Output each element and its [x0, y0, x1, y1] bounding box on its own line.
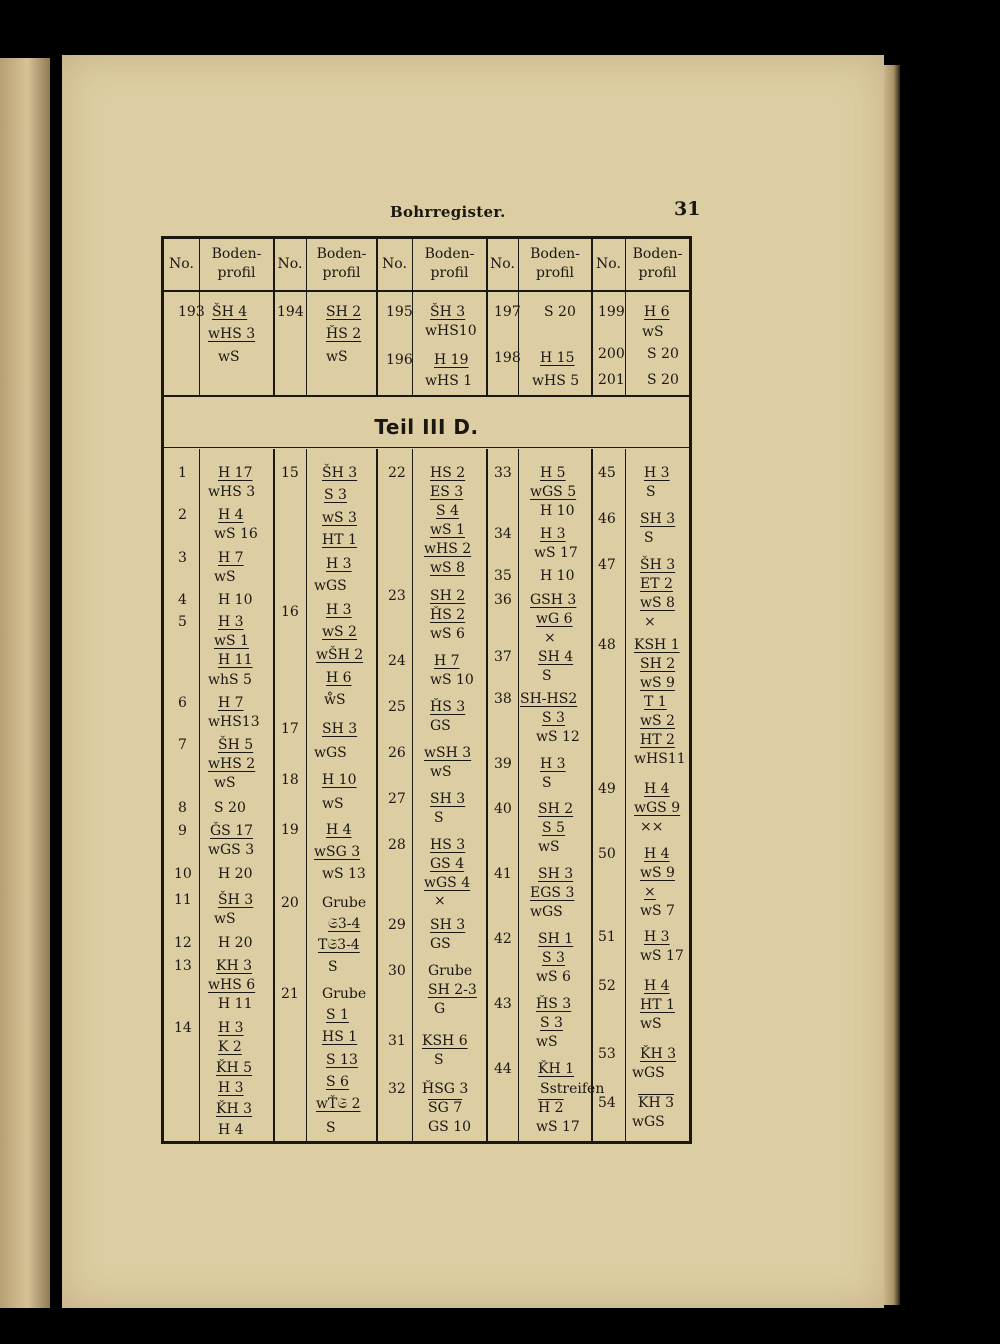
soil-profile-entry: wHS 3: [208, 484, 256, 500]
bore-number: 196: [386, 352, 413, 368]
soil-profile-entry: H 7: [218, 550, 244, 566]
soil-profile-entry: ES 3: [430, 484, 464, 500]
soil-profile-entry: wHS 2: [208, 756, 256, 772]
bore-number: 48: [598, 637, 616, 653]
soil-profile-entry: wGS: [530, 904, 563, 920]
soil-profile-entry: wS: [640, 1016, 662, 1032]
bore-number: 194: [277, 304, 304, 320]
soil-profile-entry: S 1: [326, 1007, 349, 1023]
bore-number: 37: [494, 649, 512, 665]
soil-profile-entry: wHS13: [208, 714, 260, 730]
soil-profile-entry: S 13: [326, 1052, 358, 1068]
soil-profile-entry: S 3: [324, 487, 347, 503]
column-rule: [518, 449, 519, 1141]
bore-number: 52: [598, 978, 616, 994]
soil-profile-entry: wS 13: [322, 866, 366, 882]
bore-number: 11: [174, 892, 192, 908]
bore-number: 31: [388, 1033, 406, 1049]
soil-profile-entry: H 3: [540, 526, 566, 542]
soil-profile-entry: KH 3: [638, 1095, 675, 1111]
soil-profile-entry: H 4: [218, 507, 244, 523]
bore-number: 17: [281, 721, 299, 737]
soil-profile-entry: HS 1: [322, 1029, 358, 1045]
col-header-profile: Boden- profil: [316, 246, 367, 281]
bore-number: 15: [281, 465, 299, 481]
soil-profile-entry: ŠH 3: [218, 892, 254, 908]
soil-profile-entry: HS 2: [430, 465, 466, 481]
bore-number: 28: [388, 837, 406, 853]
soil-profile-entry: HT 2: [640, 732, 675, 748]
bore-number: 200: [598, 346, 625, 362]
soil-profile-entry: wS: [326, 349, 348, 365]
soil-profile-entry: wS: [430, 764, 452, 780]
soil-profile-entry: wHS 2: [424, 541, 472, 557]
bore-number: 21: [281, 986, 299, 1002]
bore-number: 8: [178, 800, 187, 816]
bore-number: 2: [178, 507, 187, 523]
soil-profile-entry: S 20: [544, 304, 576, 320]
soil-profile-entry: SH 4: [538, 649, 574, 665]
bore-number: 193: [178, 304, 205, 320]
soil-profile-entry: ȞS 2: [430, 607, 466, 623]
soil-profile-entry: wS 1: [430, 522, 465, 538]
soil-profile-entry: HT 1: [640, 997, 675, 1013]
soil-profile-entry: Grube: [322, 986, 367, 1002]
bore-number: 19: [281, 822, 299, 838]
soil-profile-entry: H 19: [434, 352, 469, 368]
soil-profile-entry: wS 8: [430, 560, 465, 576]
bore-number: 32: [388, 1081, 406, 1097]
bore-number: 201: [598, 372, 625, 388]
soil-profile-entry: wS: [214, 569, 236, 585]
soil-profile-entry: ××: [640, 819, 664, 835]
bore-number: 198: [494, 350, 521, 366]
col-header-profile: Boden- profil: [530, 246, 580, 281]
bore-number: 33: [494, 465, 512, 481]
column-rule: [625, 449, 626, 1141]
soil-profile-entry: wGS 9: [634, 800, 681, 816]
bore-number: 7: [178, 737, 187, 753]
soil-profile-entry: wGS 3: [208, 842, 255, 858]
soil-profile-entry: wS 16: [214, 526, 258, 542]
soil-profile-entry: wS: [214, 911, 236, 927]
soil-profile-entry: GSH 3: [530, 592, 577, 608]
soil-profile-entry: ȞSG 3: [422, 1081, 469, 1097]
column-rule: [412, 449, 413, 1141]
header-rule: [164, 290, 689, 292]
bore-number: 39: [494, 756, 512, 772]
soil-profile-entry: Sstreifen: [540, 1081, 605, 1097]
soil-profile-entry: SH 2: [538, 801, 574, 817]
soil-profile-entry: GS: [430, 718, 451, 734]
soil-profile-entry: ẘS: [324, 692, 346, 708]
soil-profile-entry: wG 6: [536, 611, 573, 627]
soil-profile-entry: wS 1: [214, 633, 249, 649]
bore-number: 41: [494, 866, 512, 882]
soil-profile-entry: H 3: [326, 556, 352, 572]
section-title: Teil III D.: [374, 415, 479, 439]
soil-profile-entry: H 3: [644, 465, 670, 481]
bore-number: 1: [178, 465, 187, 481]
bore-number: 14: [174, 1020, 192, 1036]
soil-profile-entry: ŠH 3: [640, 557, 676, 573]
soil-profile-entry: H 3: [644, 929, 670, 945]
bore-number: 26: [388, 745, 406, 761]
bore-number: 46: [598, 511, 616, 527]
soil-profile-entry: wSG 3: [314, 844, 361, 860]
soil-profile-entry: ŠH 4: [212, 304, 248, 320]
column-rule: [306, 449, 307, 1141]
column-rule: [625, 239, 626, 395]
soil-profile-entry: S 3: [542, 950, 565, 966]
soil-profile-entry: S: [434, 1052, 444, 1068]
page-edge: [884, 65, 900, 1305]
soil-profile-entry: ×: [544, 630, 556, 646]
soil-profile-entry: wS 2: [322, 624, 357, 640]
bore-number: 9: [178, 823, 187, 839]
bore-number: 13: [174, 958, 192, 974]
soil-profile-entry: wS: [536, 1034, 558, 1050]
bore-number: 43: [494, 996, 512, 1012]
soil-profile-entry: wS: [642, 324, 664, 340]
soil-profile-entry: wS 17: [534, 545, 578, 561]
soil-profile-entry: SH 1: [538, 931, 574, 947]
soil-profile-entry: SH 2-3: [428, 982, 477, 998]
soil-profile-entry: H 4: [326, 822, 352, 838]
soil-profile-entry: SH 3: [430, 791, 466, 807]
soil-profile-entry: H 3: [218, 614, 244, 630]
soil-profile-entry: ǨH 3: [640, 1046, 677, 1062]
bore-number: 40: [494, 801, 512, 817]
soil-profile-entry: SH 2: [326, 304, 362, 320]
soil-profile-entry: H 6: [326, 670, 352, 686]
soil-profile-entry: ŠH 3: [430, 304, 466, 320]
col-header-profile: Boden- profil: [632, 246, 683, 281]
soil-profile-entry: K 2: [218, 1039, 242, 1055]
bore-number: 42: [494, 931, 512, 947]
col-header-no: No.: [596, 255, 621, 272]
soil-profile-entry: wS 6: [430, 626, 465, 642]
soil-profile-entry: wS: [538, 839, 560, 855]
soil-profile-entry: Grube: [428, 963, 473, 979]
soil-profile-entry: GS 10: [428, 1119, 472, 1135]
column-rule: [306, 239, 307, 395]
soil-profile-entry: S 20: [647, 372, 679, 388]
page-number: 31: [674, 198, 701, 220]
soil-profile-entry: wS 17: [536, 1119, 580, 1135]
col-header-profile: Boden- profil: [211, 246, 262, 281]
bore-number: 5: [178, 614, 187, 630]
soil-profile-entry: SH 2: [640, 656, 676, 672]
bore-number: 197: [494, 304, 521, 320]
soil-profile-entry: ×: [644, 884, 656, 900]
column-rule: [273, 449, 275, 1141]
soil-profile-entry: SG 7: [428, 1100, 463, 1116]
soil-profile-entry: H 15: [540, 350, 575, 366]
soil-profile-entry: wGS: [314, 578, 347, 594]
soil-profile-entry: KH 3: [216, 958, 253, 974]
soil-profile-entry: wHS10: [425, 323, 477, 339]
bore-number: 3: [178, 550, 187, 566]
soil-profile-entry: ǨH 1: [538, 1061, 575, 1077]
soil-profile-entry: SH-HS2: [520, 691, 578, 707]
soil-profile-entry: H 10: [540, 503, 575, 519]
soil-profile-entry: H 4: [644, 978, 670, 994]
soil-profile-entry: ×: [434, 893, 446, 909]
soil-profile-entry: wHS 3: [208, 326, 256, 342]
soil-profile-entry: H 10: [218, 592, 253, 608]
bore-number: 47: [598, 557, 616, 573]
soil-profile-entry: H 4: [218, 1122, 244, 1138]
bore-number: 20: [281, 895, 299, 911]
bore-number: 54: [598, 1095, 616, 1111]
bore-number: 23: [388, 588, 406, 604]
soil-profile-entry: SH 2: [430, 588, 466, 604]
bore-number: 10: [174, 866, 192, 882]
bore-register-table: [161, 236, 692, 1144]
bore-number: 12: [174, 935, 192, 951]
soil-profile-entry: H 11: [218, 996, 253, 1012]
bore-number: 45: [598, 465, 616, 481]
soil-profile-entry: wS 9: [640, 675, 675, 691]
soil-profile-entry: T 1: [644, 694, 667, 710]
soil-profile-entry: wGS: [632, 1065, 665, 1081]
bore-number: 27: [388, 791, 406, 807]
soil-profile-entry: GS 4: [430, 856, 465, 872]
soil-profile-entry: T𝔖3-4: [318, 937, 360, 953]
soil-profile-entry: S 20: [647, 346, 679, 362]
bore-number: 18: [281, 772, 299, 788]
bore-number: 49: [598, 781, 616, 797]
soil-profile-entry: KSH 6: [422, 1033, 468, 1049]
soil-profile-entry: S: [326, 1120, 336, 1136]
soil-profile-entry: wS 10: [430, 672, 474, 688]
bore-number: 38: [494, 691, 512, 707]
soil-profile-entry: H 10: [322, 772, 357, 788]
soil-profile-entry: S 3: [540, 1015, 563, 1031]
soil-profile-entry: SH 3: [430, 917, 466, 933]
bore-number: 29: [388, 917, 406, 933]
soil-profile-entry: ǦS 17: [210, 823, 254, 839]
soil-profile-entry: wS: [218, 349, 240, 365]
section-rule-top: [164, 395, 689, 397]
soil-profile-entry: ȞS 2: [326, 326, 362, 342]
soil-profile-entry: wS: [214, 775, 236, 791]
col-header-no: No.: [169, 255, 194, 272]
bore-number: 24: [388, 653, 406, 669]
column-rule: [591, 449, 593, 1141]
soil-profile-entry: ×: [644, 614, 656, 630]
soil-profile-entry: H 3: [218, 1080, 244, 1096]
soil-profile-entry: ŠH 3: [322, 465, 358, 481]
bore-number: 6: [178, 695, 187, 711]
soil-profile-entry: G: [434, 1001, 446, 1017]
soil-profile-entry: wS 12: [536, 729, 580, 745]
column-rule: [486, 449, 488, 1141]
soil-profile-entry: Grube: [322, 895, 367, 911]
soil-profile-entry: wS: [322, 796, 344, 812]
bore-number: 195: [386, 304, 413, 320]
soil-profile-entry: 𝔖3-4: [328, 916, 361, 932]
bore-number: 199: [598, 304, 625, 320]
left-page-edge: [0, 58, 50, 1308]
soil-profile-entry: wGS: [314, 745, 347, 761]
bore-number: 35: [494, 568, 512, 584]
bore-number: 44: [494, 1061, 512, 1077]
bore-number: 50: [598, 846, 616, 862]
soil-profile-entry: ŠH 5: [218, 737, 254, 753]
soil-profile-entry: H 5: [540, 465, 566, 481]
soil-profile-entry: S 20: [214, 800, 246, 816]
soil-profile-entry: ȞS 3: [430, 699, 466, 715]
soil-profile-entry: H 4: [644, 781, 670, 797]
soil-profile-entry: wGS 5: [530, 484, 577, 500]
soil-profile-entry: S: [434, 810, 444, 826]
soil-profile-entry: EGS 3: [530, 885, 575, 901]
soil-profile-entry: H 20: [218, 935, 253, 951]
bore-number: 25: [388, 699, 406, 715]
soil-profile-entry: wGS: [632, 1114, 665, 1130]
soil-profile-entry: ǨH 3: [216, 1101, 253, 1117]
soil-profile-entry: wS 8: [640, 595, 675, 611]
soil-profile-entry: S: [542, 668, 552, 684]
bore-number: 16: [281, 604, 299, 620]
col-header-profile: Boden- profil: [424, 246, 475, 281]
bore-number: 36: [494, 592, 512, 608]
soil-profile-entry: H 4: [644, 846, 670, 862]
soil-profile-entry: HT 1: [322, 532, 357, 548]
soil-profile-entry: ǨH 5: [216, 1060, 253, 1076]
soil-profile-entry: S: [646, 484, 656, 500]
col-header-no: No.: [490, 255, 515, 272]
soil-profile-entry: H 3: [326, 602, 352, 618]
soil-profile-entry: S 6: [326, 1074, 349, 1090]
soil-profile-entry: wŤ𝔖 2: [316, 1096, 361, 1112]
soil-profile-entry: wGS 4: [424, 875, 471, 891]
soil-profile-entry: whS 5: [208, 672, 252, 688]
soil-profile-entry: wHS11: [634, 751, 686, 767]
column-rule: [486, 239, 488, 395]
soil-profile-entry: HS 3: [430, 837, 466, 853]
soil-profile-entry: wS 9: [640, 865, 675, 881]
column-rule: [591, 239, 593, 395]
soil-profile-entry: S: [542, 775, 552, 791]
soil-profile-entry: S: [328, 959, 338, 975]
soil-profile-entry: H 3: [218, 1020, 244, 1036]
soil-profile-entry: wSH 3: [424, 745, 472, 761]
soil-profile-entry: SH 3: [322, 721, 358, 737]
soil-profile-entry: S 4: [436, 503, 459, 519]
soil-profile-entry: KSH 1: [634, 637, 680, 653]
col-header-no: No.: [277, 255, 303, 272]
soil-profile-entry: H 10: [540, 568, 575, 584]
soil-profile-entry: wS 17: [640, 948, 684, 964]
soil-profile-entry: wHS 1: [425, 373, 473, 389]
bore-number: 30: [388, 963, 406, 979]
section-rule-bottom: [164, 447, 689, 448]
soil-profile-entry: wHS 6: [208, 977, 256, 993]
soil-profile-entry: wS 6: [536, 969, 571, 985]
soil-profile-entry: wS 2: [640, 713, 675, 729]
soil-profile-entry: wS 3: [322, 510, 357, 526]
bore-number: 53: [598, 1046, 616, 1062]
soil-profile-entry: S 3: [542, 710, 565, 726]
soil-profile-entry: H 7: [218, 695, 244, 711]
soil-profile-entry: ȞS 3: [536, 996, 572, 1012]
soil-profile-entry: SH 3: [640, 511, 676, 527]
soil-profile-entry: H 2: [538, 1100, 564, 1116]
column-rule: [376, 239, 378, 395]
soil-profile-entry: wŠH 2: [316, 647, 364, 663]
soil-profile-entry: H 7: [434, 653, 460, 669]
bore-number: 51: [598, 929, 616, 945]
soil-profile-entry: S: [644, 530, 654, 546]
col-header-no: No.: [382, 255, 407, 272]
column-rule: [273, 239, 275, 395]
column-rule: [376, 449, 378, 1141]
bore-number: 4: [178, 592, 187, 608]
soil-profile-entry: SH 3: [538, 866, 574, 882]
column-rule: [199, 449, 200, 1141]
running-header: Bohrregister.: [390, 203, 506, 221]
soil-profile-entry: H 17: [218, 465, 253, 481]
soil-profile-entry: H 3: [540, 756, 566, 772]
soil-profile-entry: wS 7: [640, 903, 675, 919]
soil-profile-entry: H 20: [218, 866, 253, 882]
bore-number: 22: [388, 465, 406, 481]
soil-profile-entry: GS: [430, 936, 451, 952]
bore-number: 34: [494, 526, 512, 542]
soil-profile-entry: S 5: [542, 820, 565, 836]
soil-profile-entry: H 6: [644, 304, 670, 320]
soil-profile-entry: ET 2: [640, 576, 673, 592]
soil-profile-entry: H 11: [218, 652, 253, 668]
soil-profile-entry: wHS 5: [532, 373, 580, 389]
